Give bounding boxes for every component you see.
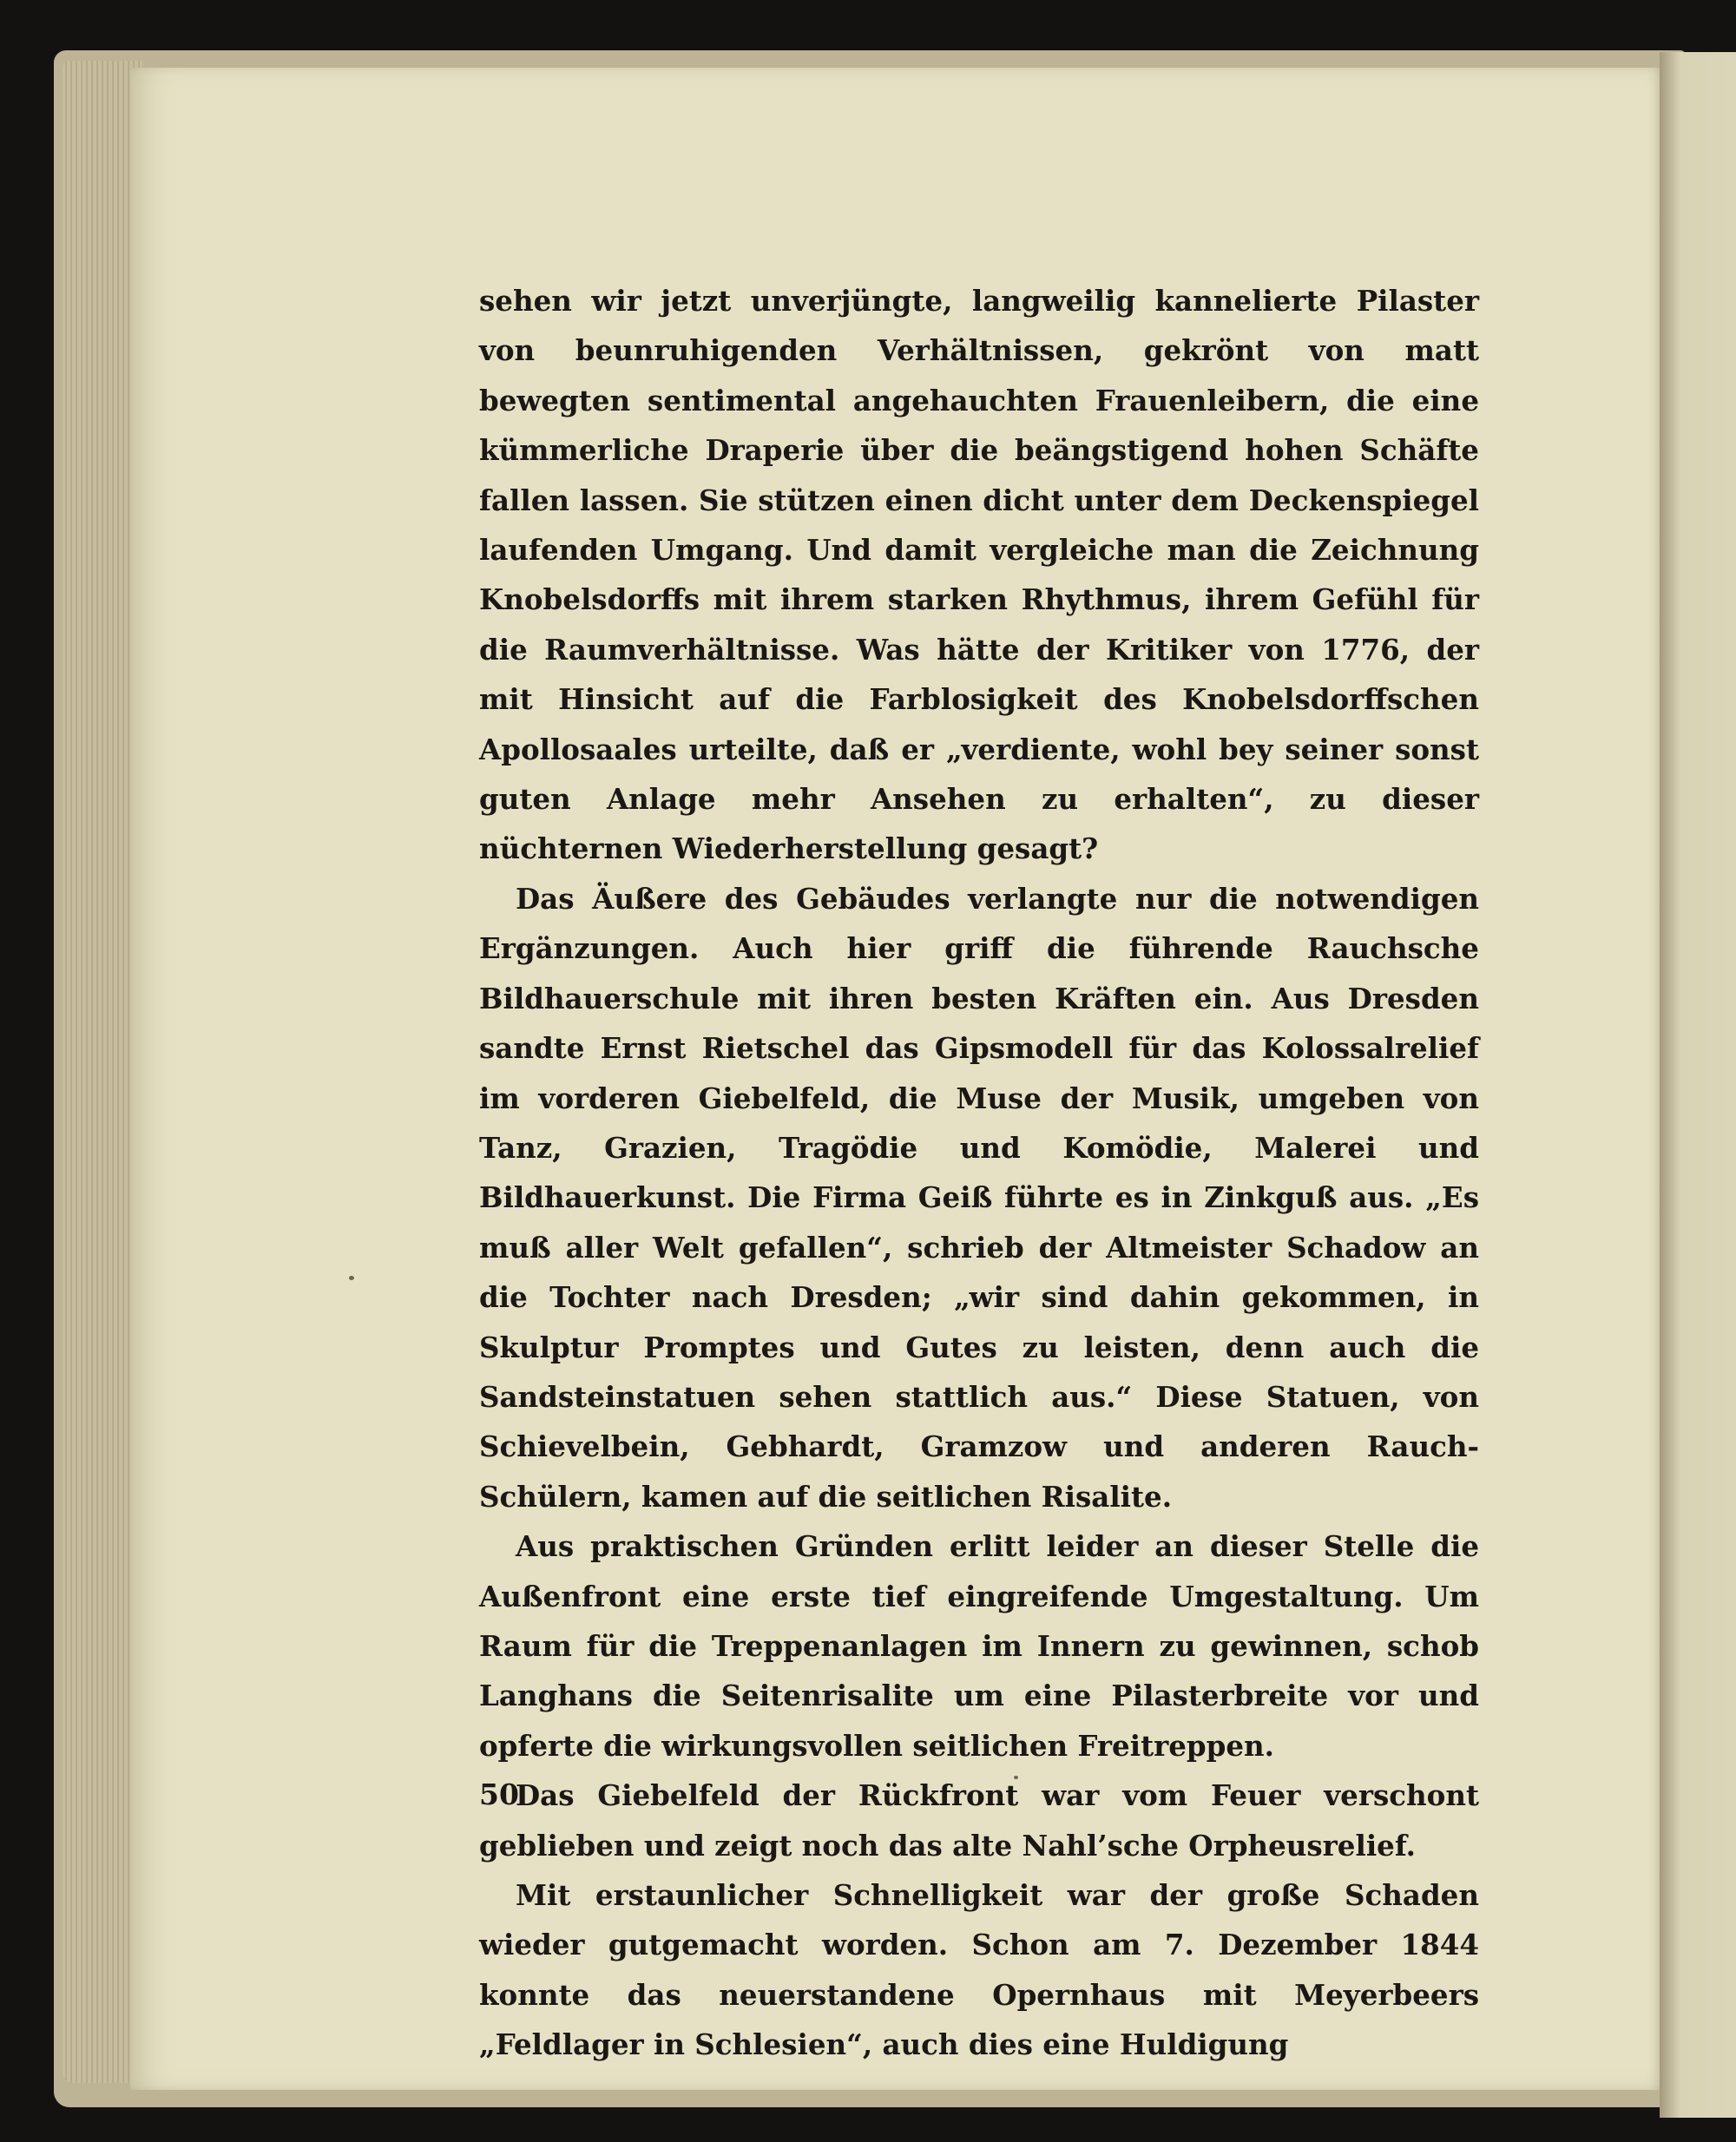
paragraph-4: Das Giebelfeld der Rückfront war vom Feuer verschont geblieben und zeigt noch das alte Nahl’sche Orpheusrelief. bbox=[479, 1778, 1479, 1863]
paragraph-5: Mit erstaunlicher Schnelligkeit war der große Schaden wieder gutgemacht worden. Schon am 7. Dezember 1844 konnte das neuerstandene Opernhaus mit Meyerbeers „Feldlager in Schlesien“, auch dies eine Huldigung bbox=[479, 1878, 1479, 2062]
paragraph-2: Das Äußere des Gebäudes verlangte nur die notwendigen Ergänzungen. Auch hier griff die führende Rauchsche Bildhauerschule mit ihren besten Kräften ein. Aus Dresden sandte Ernst Rietschel das Gipsmodell für das Kolossalrelief im vorderen Giebelfeld, die Muse der Musik, umgeben von Tanz, Grazien, Tragödie und Komödie, Malerei und Bildhauerkunst. Die Firma Geiß führte es in Zinkguß aus. „Es muß aller Welt gefallen“, schrieb der Altmeister Schadow an die Tochter nach Dresden; „wir sind dahin gekommen, in Skulptur Promptes und Gutes zu leisten, denn auch die Sandsteinstatuen sehen stattlich aus.“ Diese Statuen, von Schievelbein, Gebhardt, Gramzow und anderen Rauch-Schülern, kamen auf die seitlichen Risalite. bbox=[479, 881, 1479, 1514]
body-text bbox=[479, 276, 1479, 2070]
paragraph-3: Aus praktischen Gründen erlitt leider an dieser Stelle die Außenfront eine erste tief eingreifende Umgestaltung. Um Raum für die Treppenanlagen im Innern zu gewinnen, schob Langhans die Seitenrisalite um eine Pilasterbreite vor und opferte die wirkungsvollen seitlichen Freitreppen. bbox=[479, 1529, 1479, 1763]
paragraph-1: sehen wir jetzt unverjüngte, langweilig kannelierte Pilaster von beunruhigenden Verhältnissen, gekrönt von matt bewegten sentimental angehauchten Frauenleibern, die eine kümmerliche Draperie über die beängstigend hohen Schäfte fallen lassen. Sie stützen einen dicht unter dem Deckenspiegel laufenden Umgang. Und damit vergleiche man die Zeichnung Knobelsdorffs mit ihrem starken Rhythmus, ihrem Gefühl für die Raumverhältnisse. Was hätte der Kritiker von 1776, der mit Hinsicht auf die Farblosigkeit des Knobelsdorffschen Apollosaales urteilte, daß er „verdiente, wohl bey seiner sonst guten Anlage mehr Ansehen zu erhalten“, zu dieser nüchternen Wiederherstellung gesagt? bbox=[479, 284, 1479, 866]
facing-page-edge bbox=[1660, 52, 1736, 2118]
paper-speck bbox=[349, 1276, 354, 1280]
page-number: 50 bbox=[479, 1777, 519, 1811]
